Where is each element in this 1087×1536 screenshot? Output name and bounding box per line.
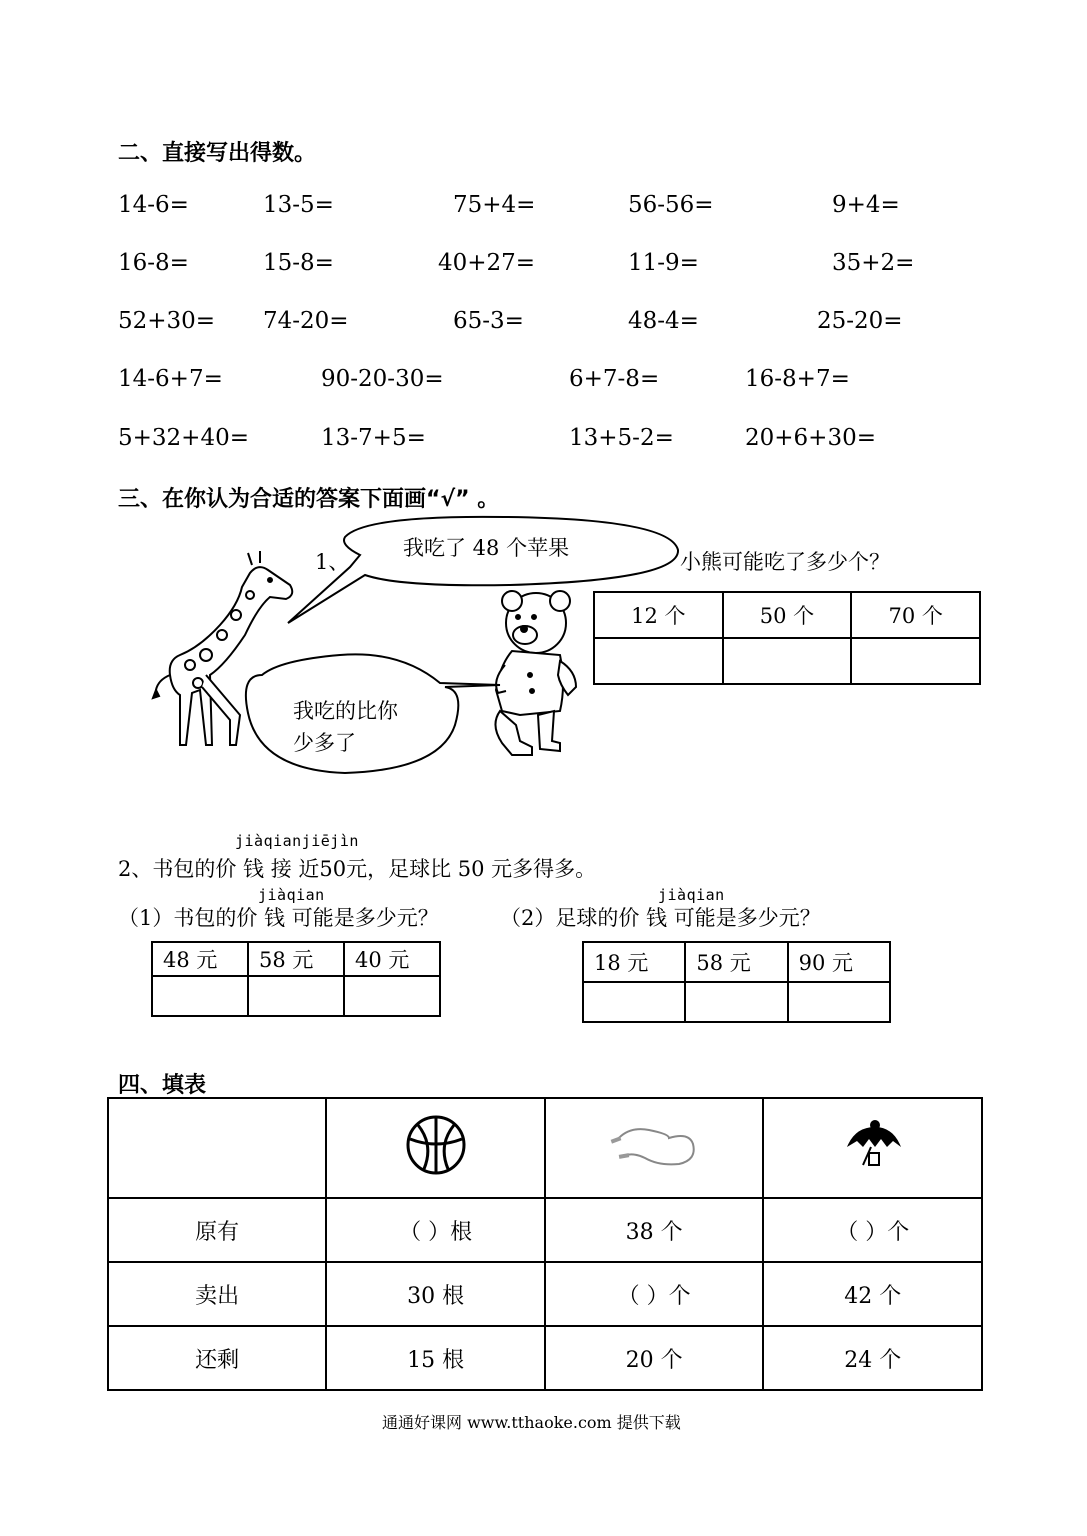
- option-cell: 40 元: [344, 942, 440, 976]
- option-cell: 48 元: [152, 942, 248, 976]
- pinyin: jiàqian: [658, 886, 725, 904]
- answer-cell[interactable]: [152, 976, 248, 1016]
- answer-table-q2-2: [582, 941, 891, 1023]
- header-cell-shuttlecock: [763, 1098, 982, 1198]
- answer-table-q1: [593, 591, 981, 685]
- equation: 20+6+30=: [745, 425, 876, 451]
- footer-text: 通通好课网 www.tthaoke.com 提供下载: [382, 1413, 681, 1432]
- table-cell: 42 个: [763, 1262, 982, 1326]
- table-cell: 38 个: [545, 1198, 764, 1262]
- equation: 48-4=: [628, 308, 699, 334]
- table-cell: 24 个: [763, 1326, 982, 1390]
- header-blank-cell: [108, 1098, 326, 1198]
- pinyin: jiàqian: [258, 886, 325, 904]
- equation: 56-56=: [628, 192, 714, 218]
- answer-cell[interactable]: [248, 976, 344, 1016]
- row-label: 原有: [108, 1198, 326, 1262]
- option-cell: 18 元: [583, 942, 685, 982]
- bear-bubble-text-line2: 少多了: [293, 731, 356, 755]
- equation: 90-20-30=: [321, 366, 444, 392]
- equation: 11-9=: [628, 250, 699, 276]
- answer-cell[interactable]: [344, 976, 440, 1016]
- bear-icon: [495, 591, 576, 755]
- option-cell: 58 元: [685, 942, 787, 982]
- question-number: 1、: [315, 550, 350, 574]
- answer-table-q2-1: [151, 941, 441, 1017]
- answer-cell[interactable]: [788, 982, 890, 1022]
- section2-title: 二、直接写出得数。: [118, 141, 317, 166]
- equation: 13-5=: [263, 192, 334, 218]
- equation: 74-20=: [263, 308, 349, 334]
- shuttlecock-icon: [841, 1117, 905, 1173]
- equation: 40+27=: [438, 250, 536, 276]
- equation: 65-3=: [453, 308, 524, 334]
- header-cell-rope: [545, 1098, 764, 1198]
- pinyin: jiàqianjiējìn: [235, 832, 359, 850]
- equation: 13+5-2=: [569, 425, 674, 451]
- equation: 14-6=: [118, 192, 189, 218]
- table-cell: 20 个: [545, 1326, 764, 1390]
- equation: 52+30=: [118, 308, 216, 334]
- answer-cell[interactable]: [723, 638, 852, 684]
- question-text: 小熊可能吃了多少个？: [680, 550, 890, 574]
- option-cell: 70 个: [851, 592, 980, 638]
- option-cell: 12 个: [594, 592, 723, 638]
- equation: 5+32+40=: [118, 425, 249, 451]
- basketball-icon: [404, 1113, 468, 1177]
- fill-table: [107, 1097, 983, 1391]
- equation: 75+4=: [453, 192, 536, 218]
- sub-question-1: （1）书包的价 钱 可能是多少元？: [118, 906, 439, 930]
- section4-title: 四、填表: [118, 1073, 207, 1098]
- equation: 16-8=: [118, 250, 189, 276]
- bear-bubble-text-line1: 我吃的比你: [293, 699, 398, 723]
- table-cell: 15 根: [326, 1326, 545, 1390]
- equation: 9+4=: [832, 192, 900, 218]
- giraffe-bubble-text: 我吃了 48 个苹果: [403, 536, 570, 560]
- option-cell: 58 元: [248, 942, 344, 976]
- jump-rope-icon: [609, 1120, 699, 1170]
- equation: 16-8+7=: [745, 366, 850, 392]
- equation: 6+7-8=: [569, 366, 660, 392]
- header-cell-basketball: [326, 1098, 545, 1198]
- answer-cell[interactable]: [685, 982, 787, 1022]
- option-cell: 50 个: [723, 592, 852, 638]
- row-label: 卖出: [108, 1262, 326, 1326]
- answer-cell[interactable]: [594, 638, 723, 684]
- equation: 15-8=: [263, 250, 334, 276]
- table-cell[interactable]: （ ）根: [326, 1198, 545, 1262]
- table-cell[interactable]: （ ）个: [763, 1198, 982, 1262]
- table-cell[interactable]: （ ）个: [545, 1262, 764, 1326]
- option-cell: 90 元: [788, 942, 890, 982]
- answer-cell[interactable]: [851, 638, 980, 684]
- question-text: 2、书包的价 钱 接 近50元，足球比 50 元多得多。: [118, 857, 597, 881]
- equation: 14-6+7=: [118, 366, 223, 392]
- equation: 13-7+5=: [321, 425, 426, 451]
- equation: 25-20=: [817, 308, 903, 334]
- sub-question-2: （2）足球的价 钱 可能是多少元？: [500, 906, 821, 930]
- row-label: 还剩: [108, 1326, 326, 1390]
- section3-title: 三、在你认为合适的答案下面画“√” 。: [118, 487, 500, 512]
- equation: 35+2=: [832, 250, 915, 276]
- table-cell: 30 根: [326, 1262, 545, 1326]
- answer-cell[interactable]: [583, 982, 685, 1022]
